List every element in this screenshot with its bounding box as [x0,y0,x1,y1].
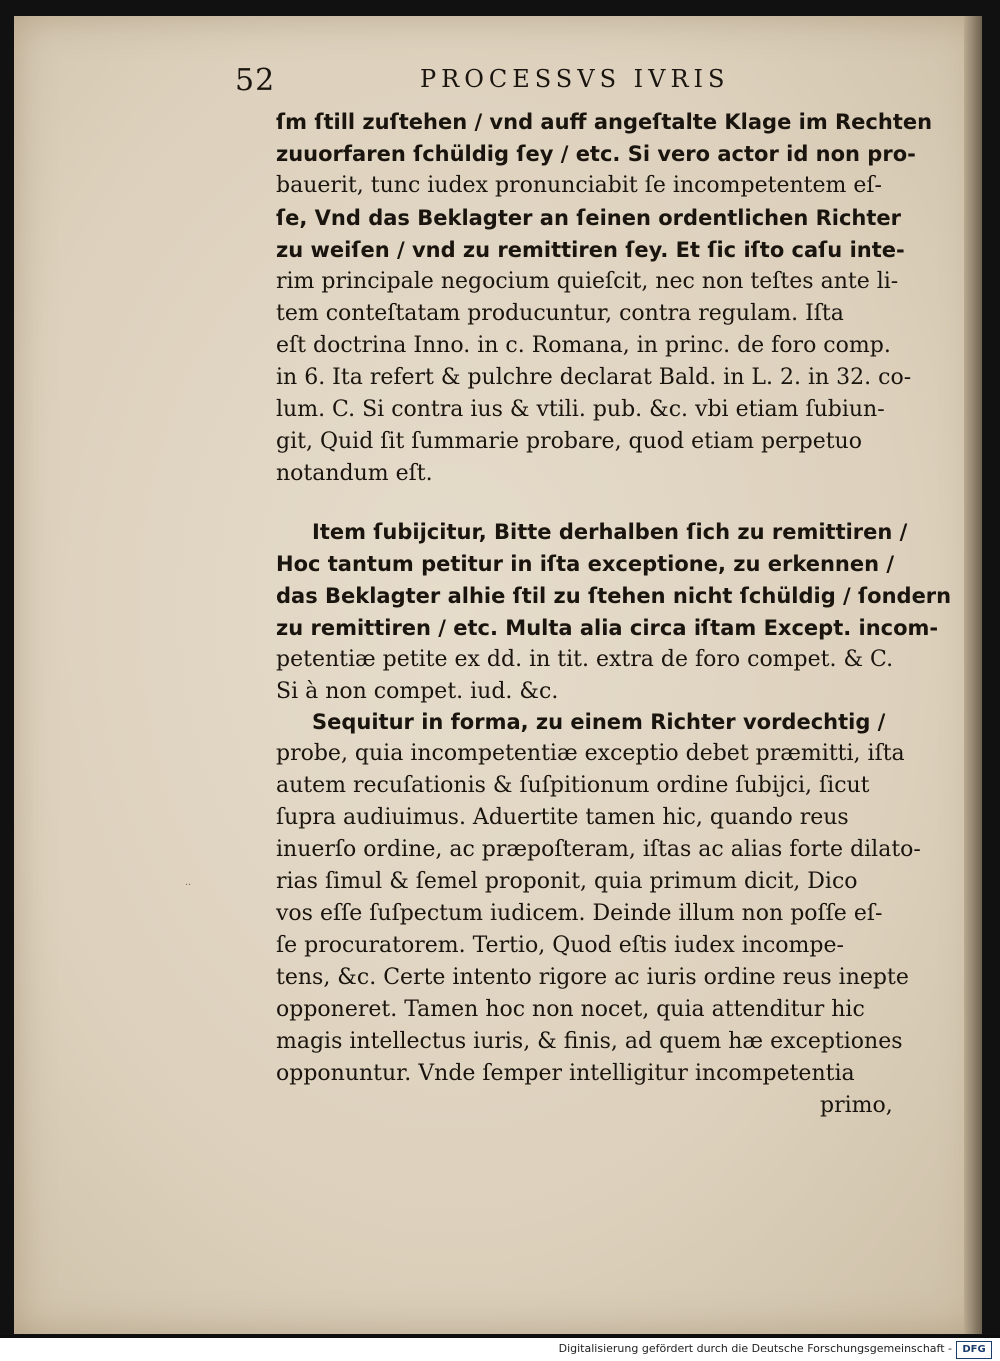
text-line: zuuorfaren ſchüldig ſey / etc. Si vero actor id non pro- [276,142,916,166]
text-line: zu weiſen / vnd zu remittiren ſey. Et ſic iſto caſu inte- [276,238,905,262]
text-line: opponuntur. Vnde ſemper intelligitur incompetentia [276,1061,855,1086]
text-line: inuerſo ordine, ac præpoſteram, iſtas ac alias forte dilato- [276,837,921,862]
text-line: autem recuſationis & ſuſpitionum ordine ſubijci, ſicut [276,773,870,798]
text-line: probe, quia incompetentiæ exceptio debet præmitti, iſta [276,741,905,766]
running-head: PROCESSVS IVRIS [420,65,730,93]
text-line: ſupra audiuimus. Aduertite tamen hic, quando reus [276,805,849,830]
text-line: Si à non compet. iud. &c. [276,679,559,704]
text-line: vos eſſe ſuſpectum iudicem. Deinde illum non poſſe eſ- [276,901,883,926]
dfg-logo: DFG [956,1341,992,1359]
ink-speck: ·· [185,880,192,891]
text-line: petentiæ petite ex dd. in tit. extra de foro compet. & C. [276,647,894,672]
text-line: Sequitur in forma, zu einem Richter vordechtig / [312,710,886,734]
text-line: eſt doctrina Inno. in c. Romana, in princ. de foro comp. [276,333,891,358]
text-line: Item ſubijcitur, Bitte derhalben ſich zu remittiren / [312,520,908,544]
text-line: rias ſimul & ſemel proponit, quia primum dicit, Dico [276,869,858,894]
text-line: git, Quid ſit ſummarie probare, quod etiam perpetuo [276,429,862,454]
text-line: ſe procuratorem. Tertio, Quod eſtis iudex incompe- [276,933,844,958]
catchword: primo, [820,1093,893,1118]
page-header [235,55,795,98]
text-line: in 6. Ita refert & pulchre declarat Bald. in L. 2. in 32. co- [276,365,912,390]
page-number: 52 [235,63,276,98]
digitization-footer [0,1338,1000,1361]
text-line: magis intellectus iuris, & finis, ad quem hæ exceptiones [276,1029,903,1054]
page-gutter [964,16,982,1334]
text-line: opponeret. Tamen hoc non nocet, quia attenditur hic [276,997,865,1022]
text-line: zu remittiren / etc. Multa alia circa iſtam Except. incom- [276,616,939,640]
text-line: das Beklagter alhie ſtil zu ſtehen nicht ſchüldig / ſondern [276,584,952,608]
text-line: lum. C. Si contra ius & vtili. pub. &c. vbi etiam ſubiun- [276,397,885,422]
text-line: ſe, Vnd das Beklagter an ſeinen ordentlichen Richter [276,206,902,230]
text-line: tem conteſtatam producuntur, contra regulam. Iſta [276,301,844,326]
text-line: bauerit, tunc iudex pronunciabit ſe incompetentem eſ- [276,173,882,198]
text-line: tens, &c. Certe intento rigore ac iuris ordine reus inepte [276,965,909,990]
text-line: rim principale negocium quieſcit, nec non teſtes ante li- [276,269,899,294]
text-line: Hoc tantum petitur in iſta exceptione, zu erkennen / [276,552,895,576]
text-line: ſm ſtill zuſtehen / vnd auff angeſtalte Klage im Rechten [276,110,933,134]
text-line: notandum eſt. [276,461,433,486]
funding-credit: Digitalisierung gefördert durch die Deutsche Forschungsgemeinschaft - [558,1342,952,1355]
